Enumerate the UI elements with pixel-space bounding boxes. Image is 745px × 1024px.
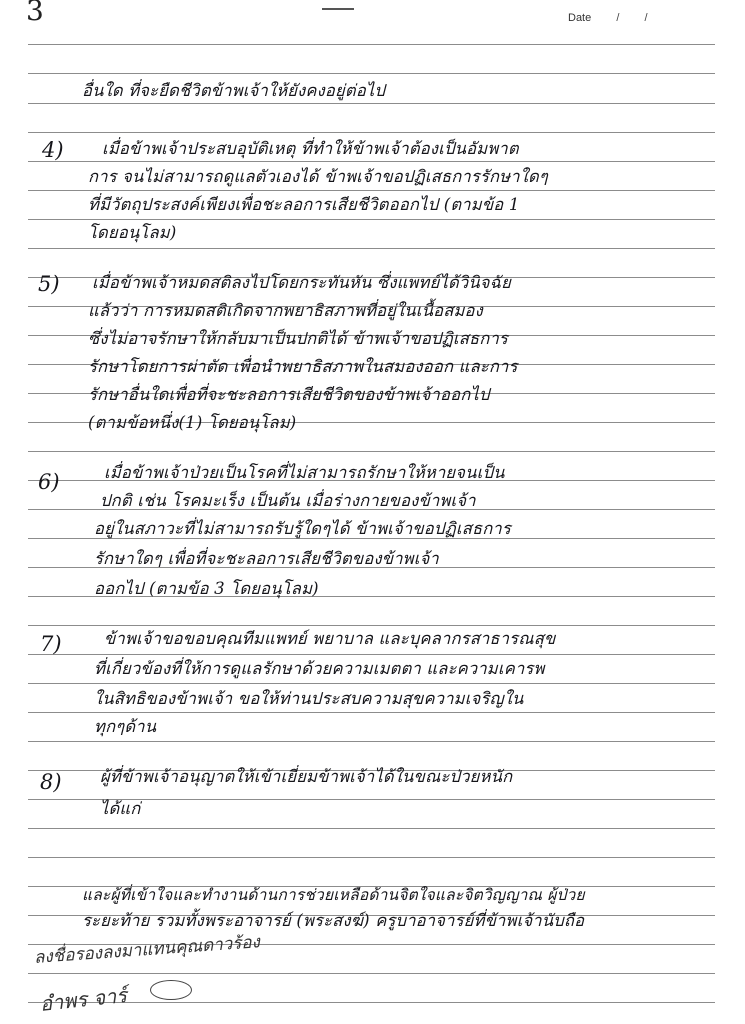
- item-line: ผู้ที่ข้าพเจ้าอนุญาตให้เข้าเยี่ยมข้าพเจ้าได้ในขณะป่วยหนัก: [100, 767, 513, 786]
- item-number: 8): [40, 770, 62, 794]
- date-label: Date: [568, 12, 592, 24]
- page-number: 3: [26, 0, 44, 27]
- item-line: ทุกๆด้าน: [94, 717, 157, 736]
- closing-line: และผู้ที่เข้าใจและทำงานด้านการช่วยเหลือด้านจิตใจและจิตวิญญาณ ผู้ป่วย: [82, 886, 585, 904]
- item-line: ปกติ เช่น โรคมะเร็ง เป็นต้น เมื่อร่างกายของข้าพเจ้า: [100, 491, 476, 510]
- date-separator: /: [616, 12, 620, 24]
- item-line: ในสิทธิของข้าพเจ้า ขอให้ท่านประสบความสุขความเจริญใน: [94, 689, 524, 708]
- date-separator: /: [644, 12, 648, 24]
- item-line: เมื่อข้าพเจ้าหมดสติลงไปโดยกระทันหัน ซึ่งแพทย์ได้วินิจฉัย: [92, 273, 511, 292]
- item-line: ที่เกี่ยวข้องที่ให้การดูแลรักษาด้วยความเมตตา และความเคารพ: [94, 659, 545, 678]
- item-line: เมื่อข้าพเจ้าป่วยเป็นโรคที่ไม่สามารถรักษาให้หายจนเป็น: [104, 463, 505, 482]
- item-line: ออกไป (ตามข้อ 3 โดยอนุโลม): [94, 579, 319, 598]
- item-line: (ตามข้อหนึ่ง(1) โดยอนุโลม): [88, 413, 297, 432]
- item-line: รักษาใดๆ เพื่อที่จะชะลอการเสียชีวิตของข้าพเจ้า: [94, 549, 439, 568]
- date-field: [568, 12, 648, 24]
- item-line: รักษาโดยการผ่าตัด เพื่อนำพยาธิสภาพในสมองออก และการ: [88, 357, 518, 376]
- item-number: 4): [42, 138, 64, 162]
- signature-name: อำพร จาร์: [38, 982, 128, 1016]
- closing-line: ระยะท้าย รวมทั้งพระอาจารย์ (พระสงฆ์) ครูบาอาจารย์ที่ข้าพเจ้านับถือ: [82, 911, 585, 930]
- item-line: อยู่ในสภาวะที่ไม่สามารถรับรู้ใดๆได้ ข้าพเจ้าขอปฏิเสธการ: [94, 519, 511, 538]
- item-line: โดยอนุโลม): [88, 223, 177, 242]
- witness-signature: ลงชื่อรองลงมาแทนคุณดาวร้อง: [33, 932, 261, 968]
- intro-line: อื่นใด ที่จะยืดชีวิตข้าพเจ้าให้ยังคงอยู่ต่อไป: [82, 81, 386, 100]
- item-line: รักษาอื่นใดเพื่อที่จะชะลอการเสียชีวิตของข้าพเจ้าออกไป: [88, 385, 490, 404]
- item-line: ซึ่งไม่อาจรักษาให้กลับมาเป็นปกติได้ ข้าพเจ้าขอปฏิเสธการ: [88, 329, 508, 348]
- item-line: ที่มีวัตถุประสงค์เพียงเพื่อชะลอการเสียชีวิตออกไป (ตามข้อ 1: [88, 195, 520, 214]
- item-number: 5): [38, 272, 60, 296]
- item-line: ข้าพเจ้าขอขอบคุณทีมแพทย์ พยาบาล และบุคลากรสาธารณสุข: [104, 629, 556, 648]
- item-number: 7): [40, 632, 62, 656]
- item-line: การ จนไม่สามารถดูแลตัวเองได้ ข้าพเจ้าขอปฏิเสธการรักษาใดๆ: [88, 167, 548, 186]
- signature-flourish: [150, 980, 192, 1000]
- item-line: เมื่อข้าพเจ้าประสบอุบัติเหตุ ที่ทำให้ข้าพเจ้าต้องเป็นอัมพาต: [102, 139, 519, 158]
- item-line: ได้แก่: [100, 799, 141, 818]
- item-number: 6): [38, 470, 60, 494]
- item-line: แล้วว่า การหมดสติเกิดจากพยาธิสภาพที่อยู่ในเนื้อสมอง: [88, 301, 483, 320]
- header-dash: [322, 8, 354, 10]
